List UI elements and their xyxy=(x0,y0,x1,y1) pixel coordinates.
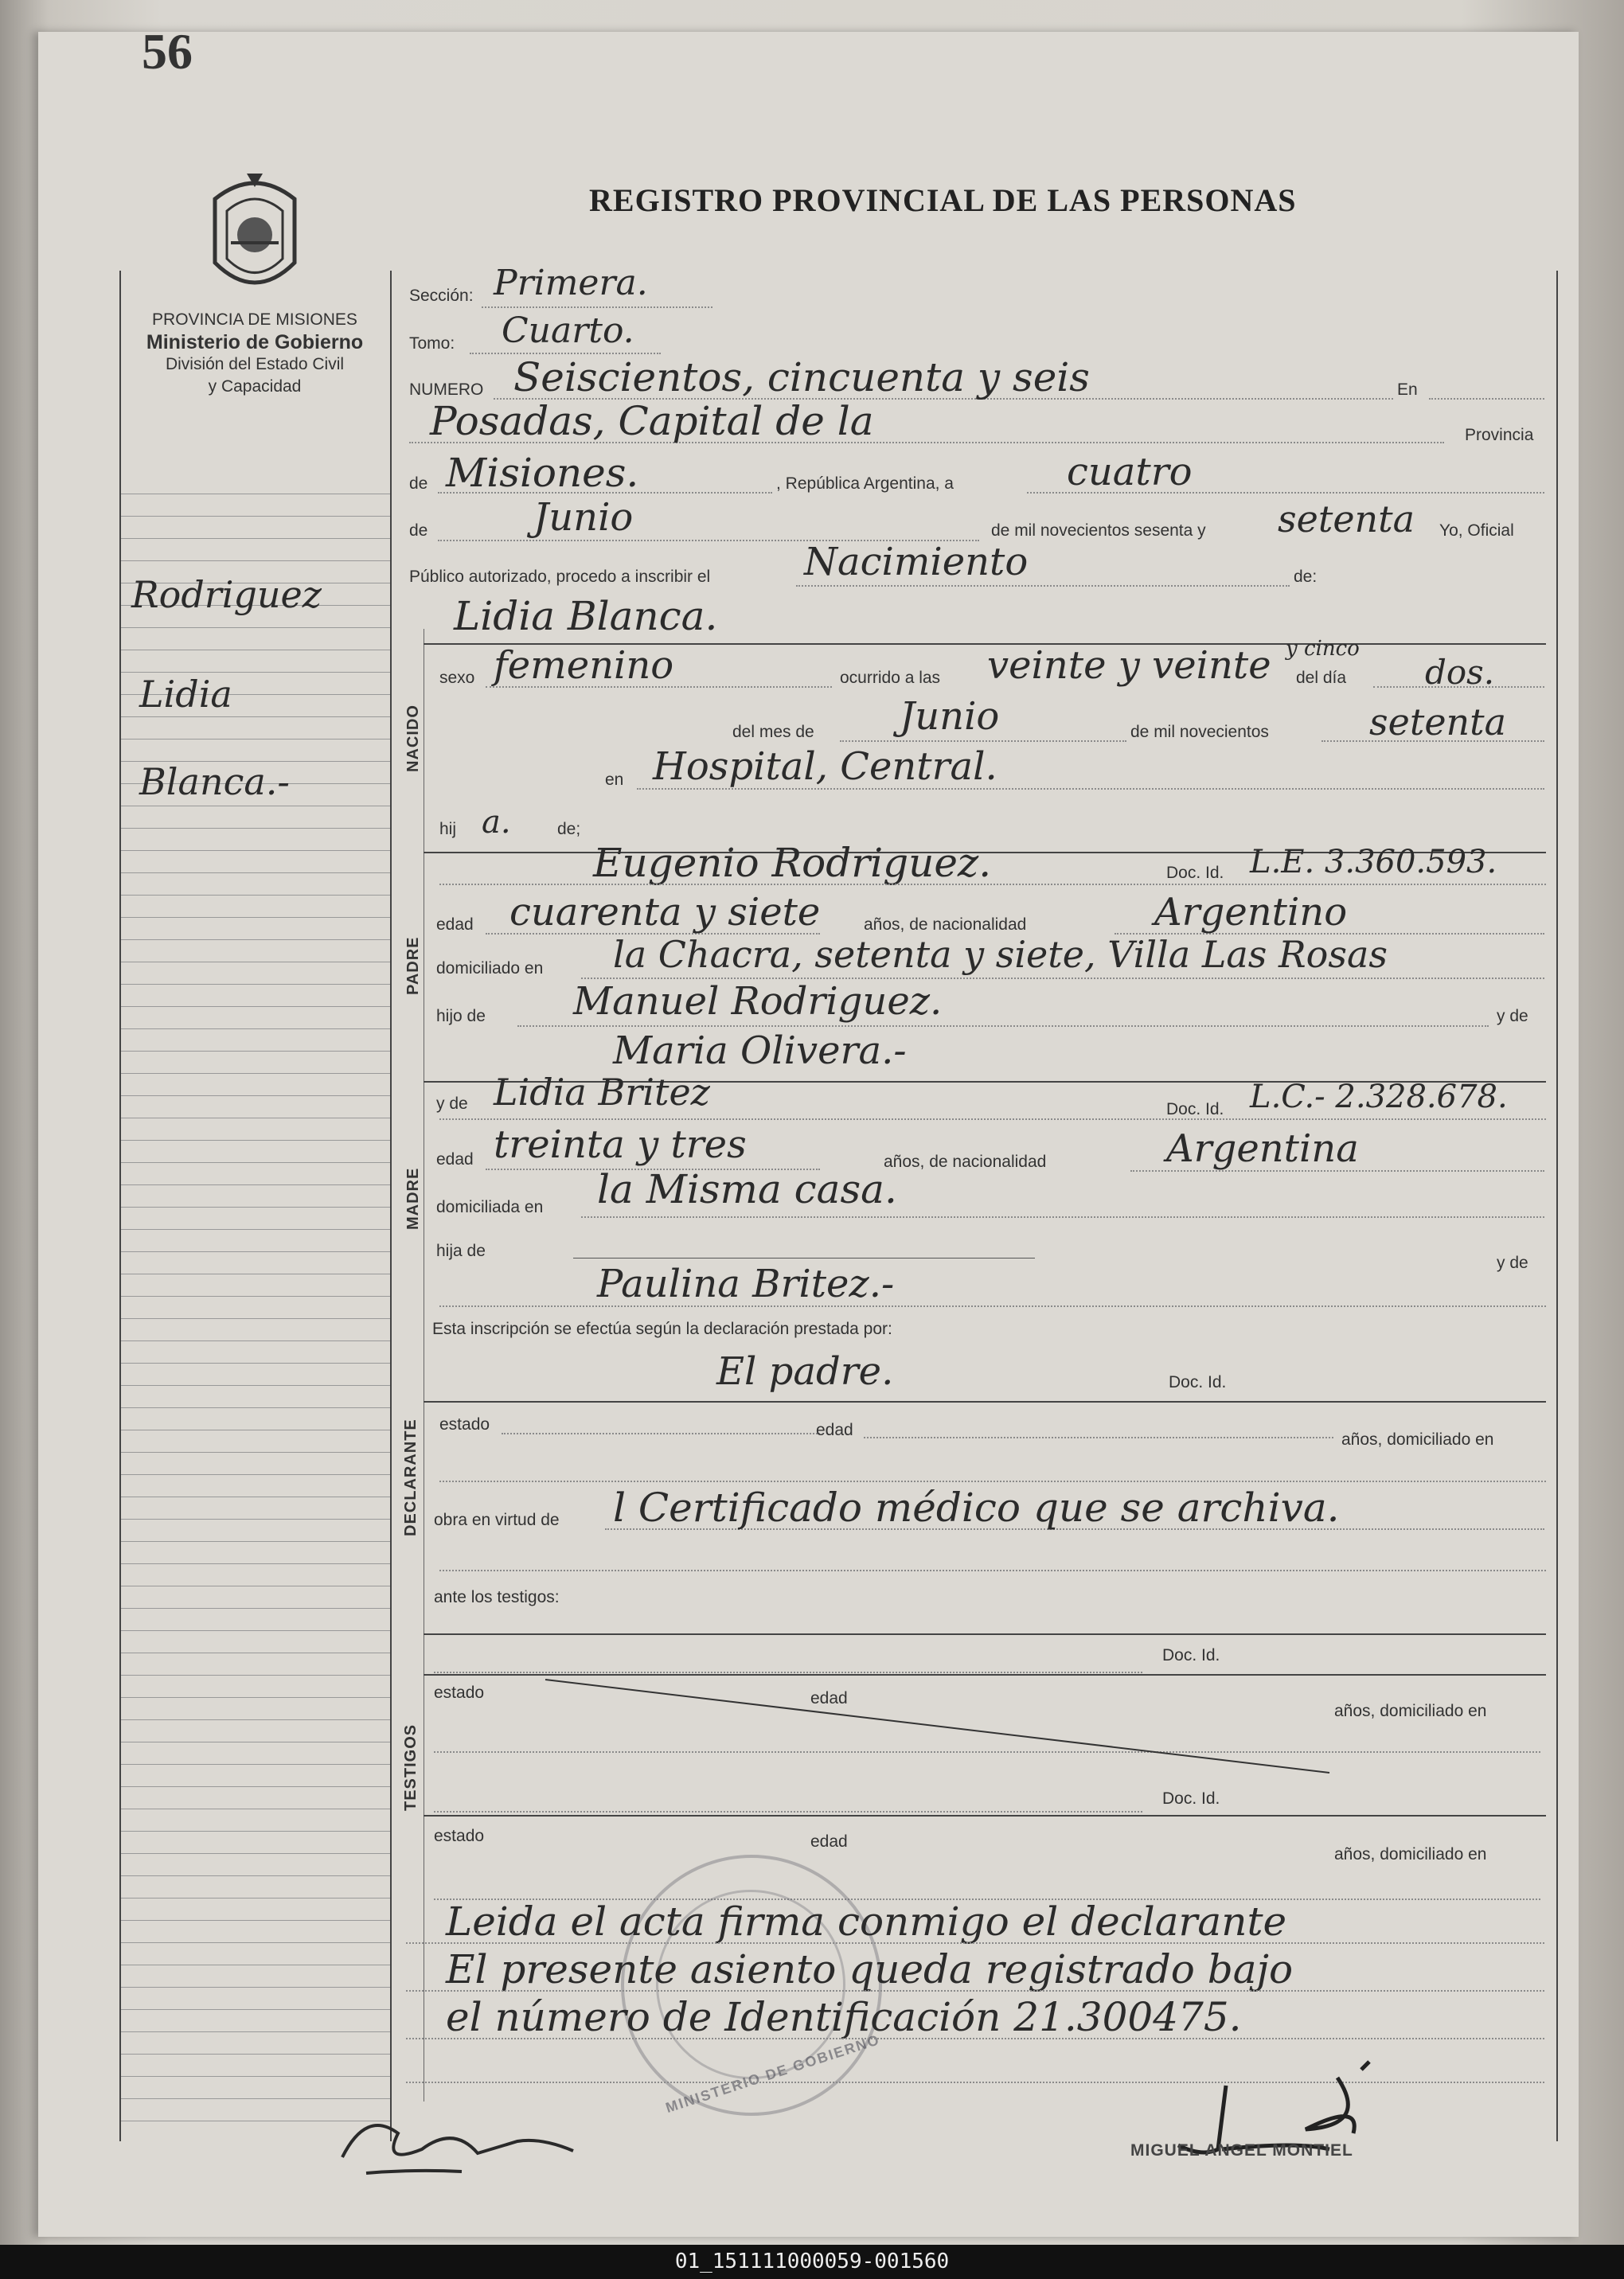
de-label: de xyxy=(409,474,428,493)
padre-line xyxy=(439,884,1546,885)
margin-ruled-line xyxy=(121,828,390,829)
margin-name1: Lidia xyxy=(139,673,232,716)
margin-ruled-line xyxy=(121,1229,390,1230)
yo-oficial-label: Yo, Oficial xyxy=(1439,521,1514,540)
margin-ruled-line xyxy=(121,560,390,561)
margin-ruled-line xyxy=(121,1006,390,1007)
hora-value: veinte y veinte xyxy=(987,643,1271,688)
left-margin-rule xyxy=(119,271,121,2141)
declarante-edad-label: edad xyxy=(816,1421,853,1439)
madre-nac-label: años, de nacionalidad xyxy=(884,1153,1047,1171)
padre-hijo-label: hijo de xyxy=(436,1007,486,1025)
padre-edad-value: cuarenta y siete xyxy=(509,890,821,935)
margin-ruled-line xyxy=(121,1207,390,1208)
margin-ruled-line xyxy=(121,984,390,985)
hij-value: a. xyxy=(482,804,511,841)
mes-value: Junio xyxy=(533,495,634,540)
margin-ruled-line xyxy=(121,1630,390,1631)
margin-ruled-line xyxy=(121,1764,390,1765)
margin-ruled-line xyxy=(121,1296,390,1297)
padre-nac-value: Argentino xyxy=(1154,890,1348,935)
division-line1: División del Estado Civil xyxy=(165,355,345,373)
margin-ruled-line xyxy=(121,1184,390,1185)
testigo2-line xyxy=(434,1811,1142,1813)
ministry-name: Ministerio de Gobierno xyxy=(146,331,364,353)
ocurrido-label: ocurrido a las xyxy=(840,669,941,687)
margin-ruled-line xyxy=(121,1608,390,1609)
margin-ruled-line xyxy=(121,1853,390,1854)
del-dia-label: del día xyxy=(1296,669,1347,687)
provincia-value: Misiones. xyxy=(446,450,639,496)
tomo-label: Tomo: xyxy=(409,334,455,353)
province-crest-icon xyxy=(199,167,310,302)
seccion-label: Sección: xyxy=(409,287,474,305)
margin-ruled-line xyxy=(121,2054,390,2055)
en2-label: en xyxy=(605,771,624,789)
testigo1-estado-label: estado xyxy=(434,1684,485,1702)
margin-ruled-line xyxy=(121,1385,390,1386)
stamp-text: MINISTERIO DE GOBIERNO xyxy=(663,2031,883,2117)
madre-dom-value: la Misma casa. xyxy=(597,1166,897,1212)
en-line xyxy=(1429,398,1544,400)
seccion-line xyxy=(482,306,712,308)
madre-dom-line xyxy=(581,1216,1544,1218)
margin-ruled-line xyxy=(121,1162,390,1163)
nombre-value: Lidia Blanca. xyxy=(454,593,718,639)
en-label: En xyxy=(1397,380,1418,399)
margin-surname: Rodriguez xyxy=(131,573,322,616)
margin-ruled-line xyxy=(121,1073,390,1074)
padre-dom-label: domiciliado en xyxy=(436,959,544,978)
margin-ruled-line xyxy=(121,739,390,740)
declarante-estado-line xyxy=(502,1433,820,1434)
margin-ruled-line xyxy=(121,1920,390,1921)
padre-y-de-label: y de xyxy=(1497,1007,1528,1025)
margin-ruled-line xyxy=(121,2031,390,2032)
declarante-dom-label: años, domiciliado en xyxy=(1341,1430,1494,1449)
margin-ruled-line xyxy=(121,1675,390,1676)
margin-ruled-line xyxy=(121,2009,390,2010)
margin-ruled-line xyxy=(121,716,390,717)
margin-ruled-line xyxy=(121,1541,390,1542)
margin-ruled-line xyxy=(121,2076,390,2077)
republica-label: , República Argentina, a xyxy=(776,474,954,493)
padre-doc-label: Doc. Id. xyxy=(1166,864,1224,882)
de-colon-label: de: xyxy=(1294,568,1318,586)
madre-hija-value: Paulina Britez.- xyxy=(597,1262,895,1306)
sexo-value: femenino xyxy=(494,643,674,688)
section-padre: PADRE xyxy=(404,936,422,995)
padre-hijo-line xyxy=(517,1025,1489,1027)
section-declarante: DECLARANTE xyxy=(402,1419,420,1536)
margin-ruled-line xyxy=(121,939,390,940)
numero-label: NUMERO xyxy=(409,380,484,399)
margin-ruled-line xyxy=(121,1095,390,1096)
testigo2-edad-label: edad xyxy=(810,1832,848,1851)
declarant-signature xyxy=(334,2094,589,2189)
margin-ruled-line xyxy=(121,1719,390,1720)
document-title: REGISTRO PROVINCIAL DE LAS PERSONAS xyxy=(589,182,1297,218)
margin-ruled-line xyxy=(121,538,390,539)
de-mil2-label: de mil novecientos xyxy=(1130,723,1269,741)
testigo1-dom-label: años, domiciliado en xyxy=(1334,1702,1487,1720)
padre-value: Eugenio Rodriguez. xyxy=(593,840,992,886)
column-divider xyxy=(390,271,392,2141)
margin-ruled-line xyxy=(121,1452,390,1453)
obra-label: obra en virtud de xyxy=(434,1511,560,1529)
margin-ruled-line xyxy=(121,1028,390,1029)
officer-signature xyxy=(1099,2054,1457,2181)
inscripcion-label: Esta inscripción se efectúa según la declaración prestada por: xyxy=(432,1320,892,1338)
margin-ruled-line xyxy=(121,1340,390,1341)
nota-line3: el número de Identificación 21.300475. xyxy=(446,1994,1242,2040)
madre-y-de-label: y de xyxy=(436,1095,468,1113)
margin-ruled-line xyxy=(121,1251,390,1252)
dia-value: cuatro xyxy=(1067,450,1193,494)
declarante-rule xyxy=(424,1401,1546,1403)
testigo1-doc-label: Doc. Id. xyxy=(1162,1646,1220,1664)
tipo-value: Nacimiento xyxy=(804,540,1029,584)
madre-y-de2-label: y de xyxy=(1497,1254,1528,1272)
testigo1-line xyxy=(434,1672,1142,1673)
dia-nac-value: dos. xyxy=(1425,653,1495,692)
hij-label: hij xyxy=(439,820,457,838)
padre-doc-value: L.E. 3.360.593. xyxy=(1250,844,1497,880)
margin-ruled-line xyxy=(121,627,390,628)
margin-ruled-line xyxy=(121,1942,390,1943)
nota-rule1 xyxy=(406,1942,1544,1944)
anio-value: setenta xyxy=(1278,498,1415,540)
madre-hija-label: hija de xyxy=(436,1242,486,1260)
madre-hija-line xyxy=(573,1258,1035,1259)
sexo-label: sexo xyxy=(439,669,475,687)
de3-label: de; xyxy=(557,820,581,838)
margin-ruled-line xyxy=(121,872,390,873)
madre-edad-value: treinta y tres xyxy=(494,1122,747,1167)
numero-value: Seiscientos, cincuenta y seis xyxy=(513,354,1090,400)
strike-line xyxy=(541,1676,1337,1779)
margin-ruled-line xyxy=(121,1318,390,1319)
right-margin-rule xyxy=(1556,271,1558,2141)
testigo2-dom-label: años, domiciliado en xyxy=(1334,1845,1487,1863)
margin-ruled-line xyxy=(121,1786,390,1787)
testigo2-estado-label: estado xyxy=(434,1827,485,1845)
province-name: PROVINCIA DE MISIONES xyxy=(152,310,357,329)
obra-line2 xyxy=(439,1570,1546,1571)
ante-label: ante los testigos: xyxy=(434,1588,560,1606)
madre-hija-line2 xyxy=(439,1305,1546,1307)
seccion-value: Primera. xyxy=(494,263,648,303)
padre-hijo1-value: Manuel Rodriguez. xyxy=(573,979,943,1024)
de-label-2: de xyxy=(409,521,428,540)
margin-ruled-line xyxy=(121,1363,390,1364)
division-line2: y Capacidad xyxy=(208,377,302,396)
margin-ruled-line xyxy=(121,895,390,896)
section-testigos: TESTIGOS xyxy=(402,1723,420,1811)
padre-edad-label: edad xyxy=(436,915,474,934)
declarante-dom-line xyxy=(439,1481,1546,1482)
margin-ruled-line xyxy=(121,1407,390,1408)
testigo2-doc-label: Doc. Id. xyxy=(1162,1789,1220,1808)
margin-ruled-line xyxy=(121,1474,390,1475)
lugar-value: Posadas, Capital de la xyxy=(430,398,874,444)
margin-ruled-line xyxy=(121,1875,390,1876)
testigos-rule xyxy=(424,1633,1546,1635)
margin-ruled-line xyxy=(121,1898,390,1899)
nota-rule3 xyxy=(406,2038,1544,2039)
madre-doc-label: Doc. Id. xyxy=(1166,1100,1224,1118)
margin-ruled-line xyxy=(121,850,390,851)
scan-id-footer: 01_151111000059-001560 xyxy=(0,2245,1624,2279)
margin-ruled-line xyxy=(121,1051,390,1052)
testigo2-rule xyxy=(424,1815,1546,1817)
padre-hijo2-value: Maria Olivera.- xyxy=(613,1028,907,1073)
obra-value: l Certificado médico que se archiva. xyxy=(613,1485,1340,1531)
declarante-doc-label: Doc. Id. xyxy=(1169,1373,1227,1391)
officer-name: MIGUEL ANGEL MONTIEL xyxy=(1130,2141,1353,2160)
padre-nac-label: años, de nacionalidad xyxy=(864,915,1027,934)
margin-ruled-line xyxy=(121,1140,390,1141)
margin-ruled-line xyxy=(121,1563,390,1564)
issuing-office xyxy=(119,309,390,398)
declarante-value: El padre. xyxy=(716,1349,894,1394)
nota-line1: Leida el acta firma conmigo el declarante xyxy=(446,1899,1287,1945)
page-number: 56 xyxy=(142,23,193,80)
madre-edad-label: edad xyxy=(436,1150,474,1169)
tipo-line xyxy=(796,585,1290,587)
declarante-estado-label: estado xyxy=(439,1415,490,1434)
margin-ruled-line xyxy=(121,1831,390,1832)
testigo1-edad-label: edad xyxy=(810,1689,848,1707)
section-madre: MADRE xyxy=(404,1167,422,1230)
margin-name2: Blanca.- xyxy=(139,760,290,803)
madre-doc-value: L.C.- 2.328.678. xyxy=(1250,1079,1508,1115)
madre-dom-label: domiciliada en xyxy=(436,1198,544,1216)
section-nacido: NACIDO xyxy=(404,704,422,772)
publico-label: Público autorizado, procedo a inscribir el xyxy=(409,568,711,586)
padre-dom-value: la Chacra, setenta y siete, Villa Las Rosas xyxy=(613,933,1388,976)
madre-nac-value: Argentina xyxy=(1166,1126,1359,1171)
hora-sup-value: y cinco xyxy=(1286,637,1360,661)
margin-ruled-line xyxy=(121,1987,390,1988)
anio-nac-value: setenta xyxy=(1369,700,1507,743)
de-mil-label: de mil novecientos sesenta y xyxy=(991,521,1206,540)
margin-ruled-line xyxy=(121,1519,390,1520)
lugar-nac-value: Hospital, Central. xyxy=(653,744,997,789)
nota-rule2 xyxy=(406,1990,1544,1992)
provincia-label: Provincia xyxy=(1465,426,1534,444)
nota-line2: El presente asiento queda registrado bajo xyxy=(446,1946,1294,1992)
del-mes-label: del mes de xyxy=(732,723,814,741)
madre-line xyxy=(439,1118,1546,1120)
tomo-value: Cuarto. xyxy=(502,310,634,351)
margin-ruled-line xyxy=(121,917,390,918)
declarante-edad-line xyxy=(864,1437,1333,1438)
mes-nac-line xyxy=(840,740,1126,742)
mes-nac-value: Junio xyxy=(900,694,1000,739)
margin-ruled-line xyxy=(121,516,390,517)
margin-ruled-line xyxy=(121,1697,390,1698)
madre-value: Lidia Britez xyxy=(494,1071,710,1114)
